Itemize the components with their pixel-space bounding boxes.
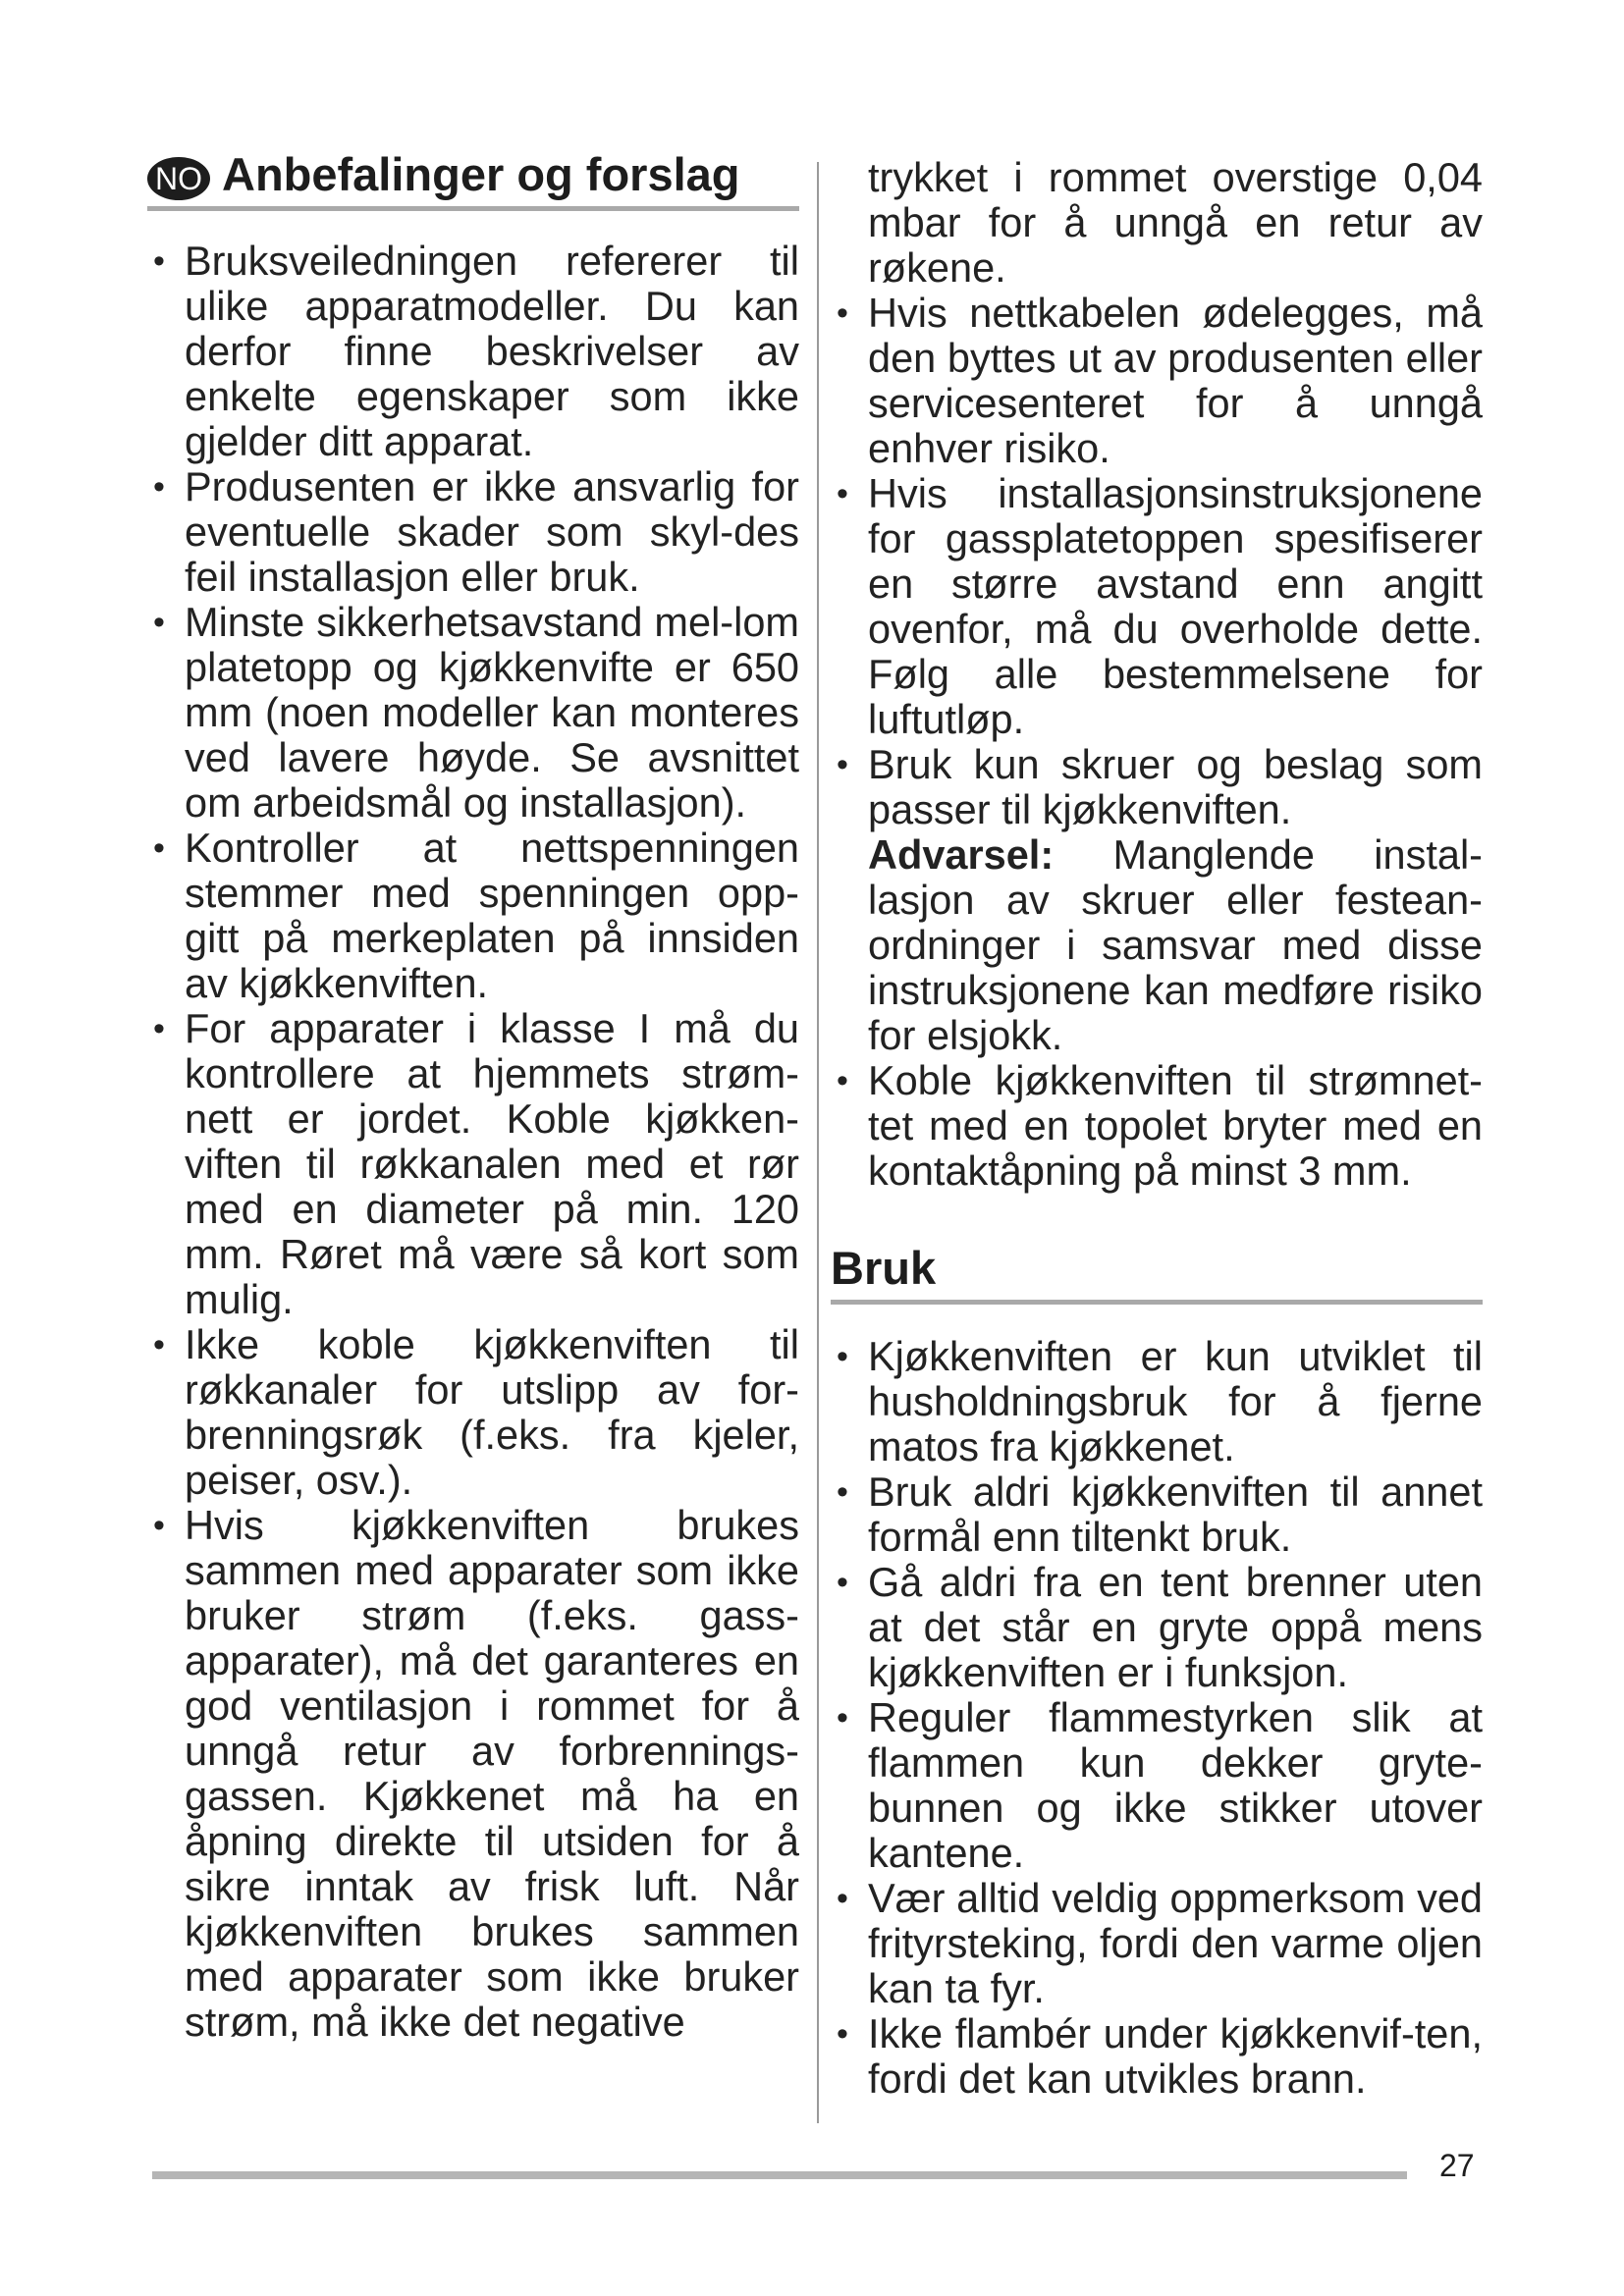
- usage-list: [831, 1334, 1483, 2102]
- section-title: Anbefalinger og forslag: [222, 148, 740, 200]
- warning-text: Manglende instal-lasjon av skruer eller festean-ordninger i samsvar med disse instruksjonene kan medføre risiko for elsjokk.: [868, 831, 1483, 1058]
- list-item: • Koble kjøkkenviften til strømnet-tet med en topolet bryter med en kontaktåpning på minst 3 mm.: [831, 1058, 1483, 1194]
- page-number: 27: [1439, 2148, 1475, 2183]
- list-item: • Reguler flammestyrken slik at flammen kun dekker gryte-bunnen og ikke stikker utover kantene.: [831, 1695, 1483, 1876]
- list-item: • Produsenten er ikke ansvarlig for eventuelle skader som skyl-des feil installasjon eller bruk.: [147, 464, 799, 600]
- usage-title: Bruk: [831, 1242, 937, 1294]
- list-item: • Kjøkkenviften er kun utviklet til husholdningsbruk for å fjerne matos fra kjøkkenet.: [831, 1334, 1483, 1469]
- list-item-continuation: trykket i rommet overstige 0,04 mbar for å unngå en retur av røkene.: [868, 154, 1483, 291]
- list-item: • Bruk aldri kjøkkenviften til annet formål enn tiltenkt bruk.: [831, 1469, 1483, 1560]
- list-item: • Hvis installasjonsinstruksjonene for gassplatetoppen spesifiserer en større avstand enn angitt ovenfor, må du overholde dette. Følg alle bestemmelsene for luftutløp.: [831, 471, 1483, 742]
- column-divider: [817, 162, 819, 2123]
- footer-rule: [152, 2171, 1407, 2179]
- recommendations-list-continued: [831, 155, 1483, 1194]
- list-item: • Kontroller at nettspenningen stemmer med spenningen opp-gitt på merkeplaten på innsiden av kjøkkenviften.: [147, 826, 799, 1006]
- right-column: [831, 155, 1483, 2102]
- list-item: • Minste sikkerhetsavstand mel-lom platetopp og kjøkkenvifte er 650 mm (noen modeller kan monteres ved lavere høyde. Se avsnittet om arbeidsmål og installasjon).: [147, 600, 799, 826]
- list-item: • Bruk kun skruer og beslag som passer til kjøkkenviften.: [831, 742, 1483, 832]
- list-item: • Hvis kjøkkenviften brukes sammen med apparater som ikke bruker strøm (f.eks. gass-apparater), må det garanteres en god ventilasjon i rommet for å unngå retur av forbrennings-gassen. Kjøkkenet må ha en åpning direkte til utsiden for å sikre inntak av frisk luft. Når kjøkkenviften brukes sammen med apparater som ikke bruker strøm, må ikke det negative: [147, 1503, 799, 2045]
- list-item: • Ikke koble kjøkkenviften til røkkanaler for utslipp av for-brenningsrøk (f.eks. fra kjeler, peiser, osv.).: [147, 1322, 799, 1503]
- section-heading-usage: [831, 1241, 1483, 1305]
- recommendations-list: [147, 239, 799, 2045]
- list-item: • Vær alltid veldig oppmerksom ved frityrsteking, fordi den varme oljen kan ta fyr.: [831, 1876, 1483, 2011]
- list-item: • Ikke flambér under kjøkkenvif-ten, fordi det kan utvikles brann.: [831, 2011, 1483, 2102]
- section-heading-recommendations: [147, 147, 799, 211]
- warning-label: Advarsel:: [868, 831, 1055, 878]
- list-item: • For apparater i klasse I må du kontrollere at hjemmets strøm-nett er jordet. Koble kjøkken-viften til røkkanalen med et rør med en diameter på min. 120 mm. Røret må være så kort som mulig.: [147, 1006, 799, 1322]
- list-item: • Bruksveiledningen refererer til ulike apparatmodeller. Du kan derfor finne beskrivelser av enkelte egenskaper som ikke gjelder ditt apparat.: [147, 239, 799, 464]
- list-item: • Hvis nettkabelen ødelegges, må den byttes ut av produsenten eller servicesenteret for å unngå enhver risiko.: [831, 291, 1483, 471]
- left-column: [147, 147, 799, 2045]
- list-item: • Gå aldri fra en tent brenner uten at det står en gryte oppå mens kjøkkenviften er i funksjon.: [831, 1560, 1483, 1695]
- language-badge: NO: [147, 157, 210, 200]
- warning-note: [831, 832, 1483, 1058]
